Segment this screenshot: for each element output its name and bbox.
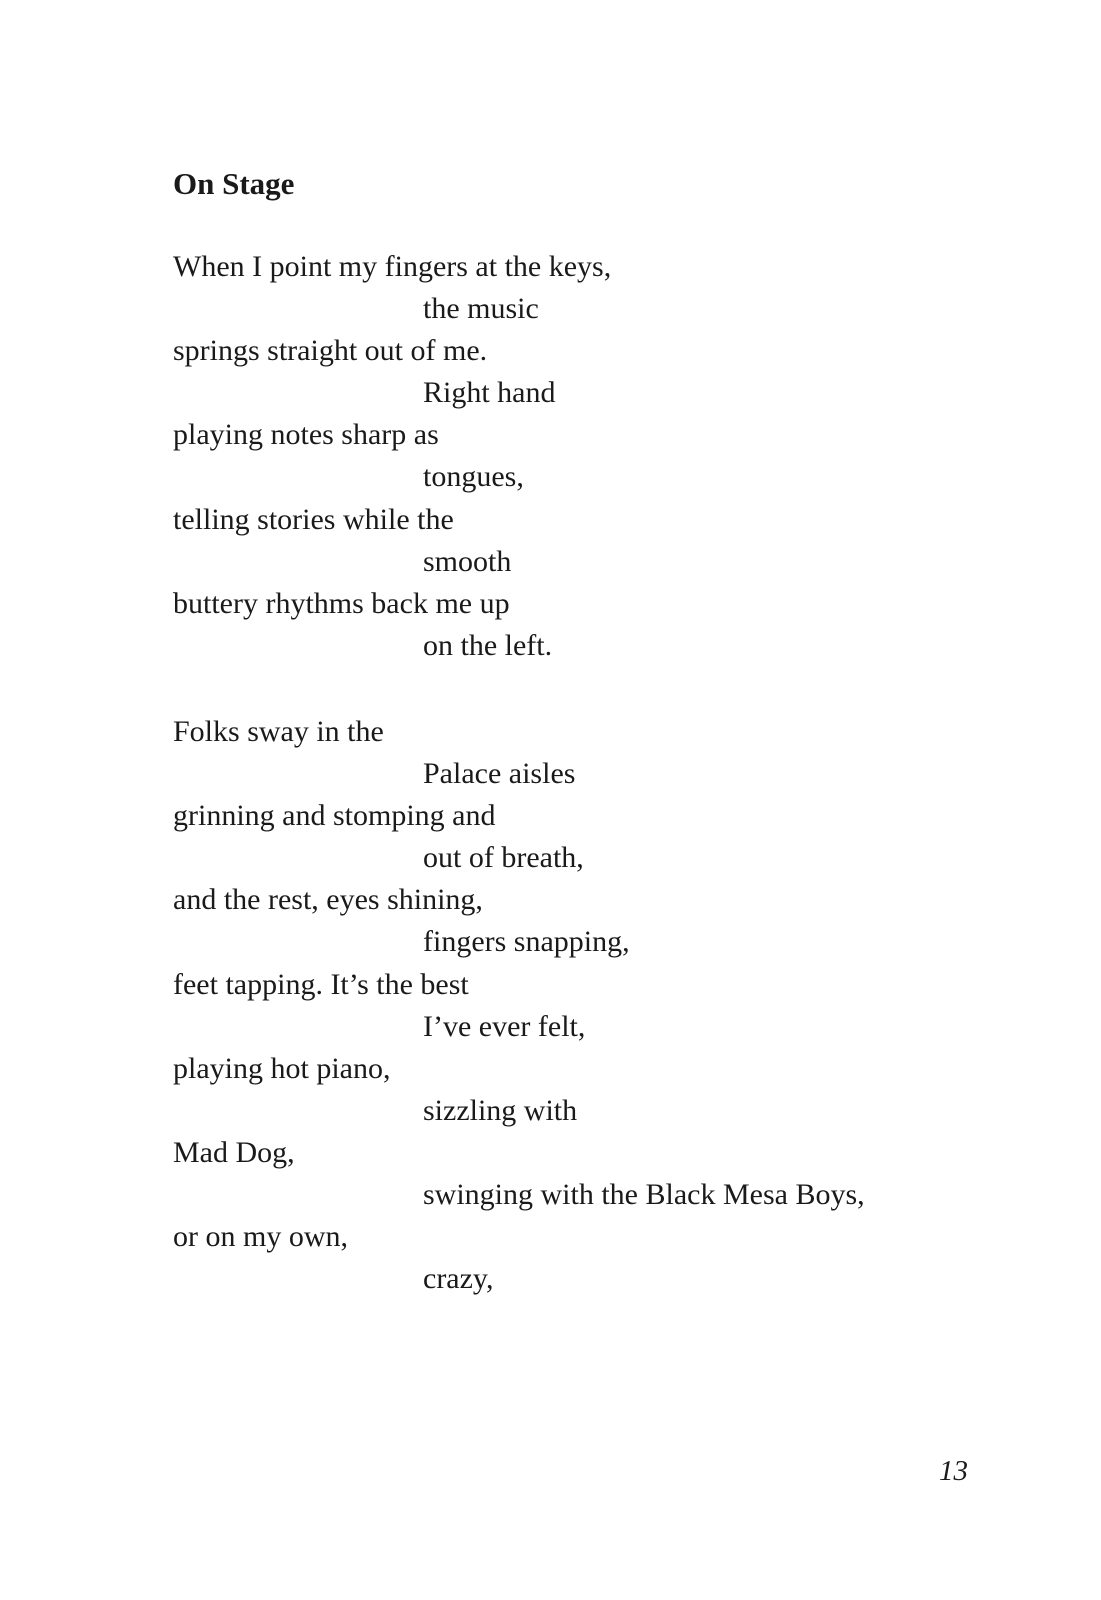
poem-line-indented: fingers snapping,: [423, 925, 630, 959]
poem-line: playing hot piano,: [173, 1051, 391, 1085]
poem-title: On Stage: [173, 166, 295, 201]
poem-line: telling stories while the: [173, 502, 454, 536]
poem-line-indented: sizzling with: [423, 1093, 578, 1127]
poem-line-indented: Palace aisles: [423, 757, 576, 791]
poem-line: springs straight out of me.: [173, 334, 488, 368]
poem-line: grinning and stomping and: [173, 799, 496, 833]
poem-line-indented: tongues,: [423, 460, 524, 494]
poem-line-indented: crazy,: [423, 1262, 494, 1296]
poem-line-indented: the music: [423, 292, 539, 326]
poem-line-indented: smooth: [423, 544, 512, 578]
stanza-2: [173, 711, 865, 1300]
poem-line: playing notes sharp as: [173, 418, 439, 452]
poem-line: feet tapping. It’s the best: [173, 967, 469, 1001]
poem-line: Folks sway in the: [173, 715, 384, 748]
poem-line: and the rest, eyes shining,: [173, 883, 483, 917]
poem-line-indented: Right hand: [423, 376, 556, 410]
poem-line-indented: I’ve ever felt,: [423, 1009, 586, 1043]
page-number: 13: [939, 1455, 968, 1487]
poem-line-indented: on the left.: [423, 628, 553, 662]
stanza-1: [173, 246, 611, 667]
poem-line-indented: swinging with the Black Mesa Boys,: [423, 1178, 865, 1212]
poem-line-indented: out of breath,: [423, 841, 584, 875]
poem-line: buttery rhythms back me up: [173, 586, 510, 620]
poem-line: Mad Dog,: [173, 1135, 295, 1169]
poem-line: When I point my fingers at the keys,: [173, 250, 612, 283]
poem-line: or on my own,: [173, 1220, 348, 1254]
